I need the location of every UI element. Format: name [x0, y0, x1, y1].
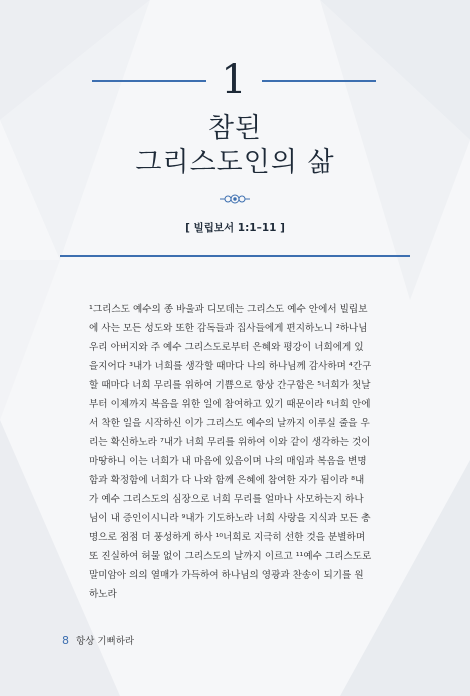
body-line: 부터 이제까지 복음을 위한 일에 참여하고 있기 때문이라 ⁶너희 안에 [89, 399, 371, 410]
chapter-rule-left [92, 80, 206, 82]
page-footer [62, 633, 134, 647]
running-title: 항상 기뻐하라 [76, 636, 135, 647]
chapter-title-line: 참된 [207, 113, 263, 144]
body-line: 서 착한 일을 시작하신 이가 그리스도 예수의 날까지 이루실 줄을 우 [89, 418, 370, 429]
body-line: 또 진실하여 허물 없이 그리스도의 날까지 이르고 ¹¹예수 그리스도로 [89, 551, 372, 562]
body-line: 마땅하니 이는 너희가 내 마음에 있음이며 나의 매임과 복음을 변명 [89, 456, 367, 467]
chapter-header [0, 56, 470, 104]
body-line: 을지어다 ³내가 너희를 생각할 때마다 나의 하나님께 감사하며 ⁴간구 [89, 361, 372, 372]
body-line: 하노라 [89, 589, 117, 600]
section-divider [60, 255, 410, 257]
scripture-reference: [ 빌립보서 1:1–11 ] [185, 222, 285, 234]
body-line: 함과 확정함에 너희가 다 나와 함께 은혜에 참여한 자가 됨이라 ⁸내 [89, 475, 365, 486]
body-line: 님이 내 증인이시니라 ⁹내가 기도하노라 너희 사랑을 지식과 모든 총 [89, 513, 371, 524]
body-line: 에 사는 모든 성도와 또한 감독들과 집사들에게 편지하노니 ²하나님 [89, 323, 368, 334]
chapter-number: 1 [221, 57, 247, 103]
page-number: 8 [62, 634, 69, 647]
body-line: 가 예수 그리스도의 심장으로 너희 무리를 얼마나 사모하는지 하나 [89, 494, 364, 505]
body-line: 리는 확신하노라 ⁷내가 너희 무리를 위하여 이와 같이 생각하는 것이 [89, 437, 371, 448]
body-line: 말미암아 의의 열매가 가득하여 하나님의 영광과 찬송이 되기를 원 [89, 570, 364, 581]
chapter-title-line: 그리스도인의 삶 [135, 147, 335, 178]
ornament-icon [219, 192, 251, 206]
body-line: 명으로 점점 더 풍성하게 하사 ¹⁰너희로 지극히 선한 것을 분별하며 [89, 532, 366, 543]
chapter-title [0, 112, 470, 180]
body-line: 우리 아버지와 주 예수 그리스도로부터 은혜와 평강이 너희에게 있 [89, 342, 364, 353]
body-line: 할 때마다 너희 무리를 위하여 기쁨으로 항상 간구함은 ⁵너희가 첫날 [89, 380, 371, 391]
scripture-body [89, 300, 382, 604]
chapter-rule-right [262, 80, 376, 82]
body-line: ¹그리스도 예수의 종 바울과 디모데는 그리스도 예수 안에서 빌립보 [89, 304, 368, 315]
